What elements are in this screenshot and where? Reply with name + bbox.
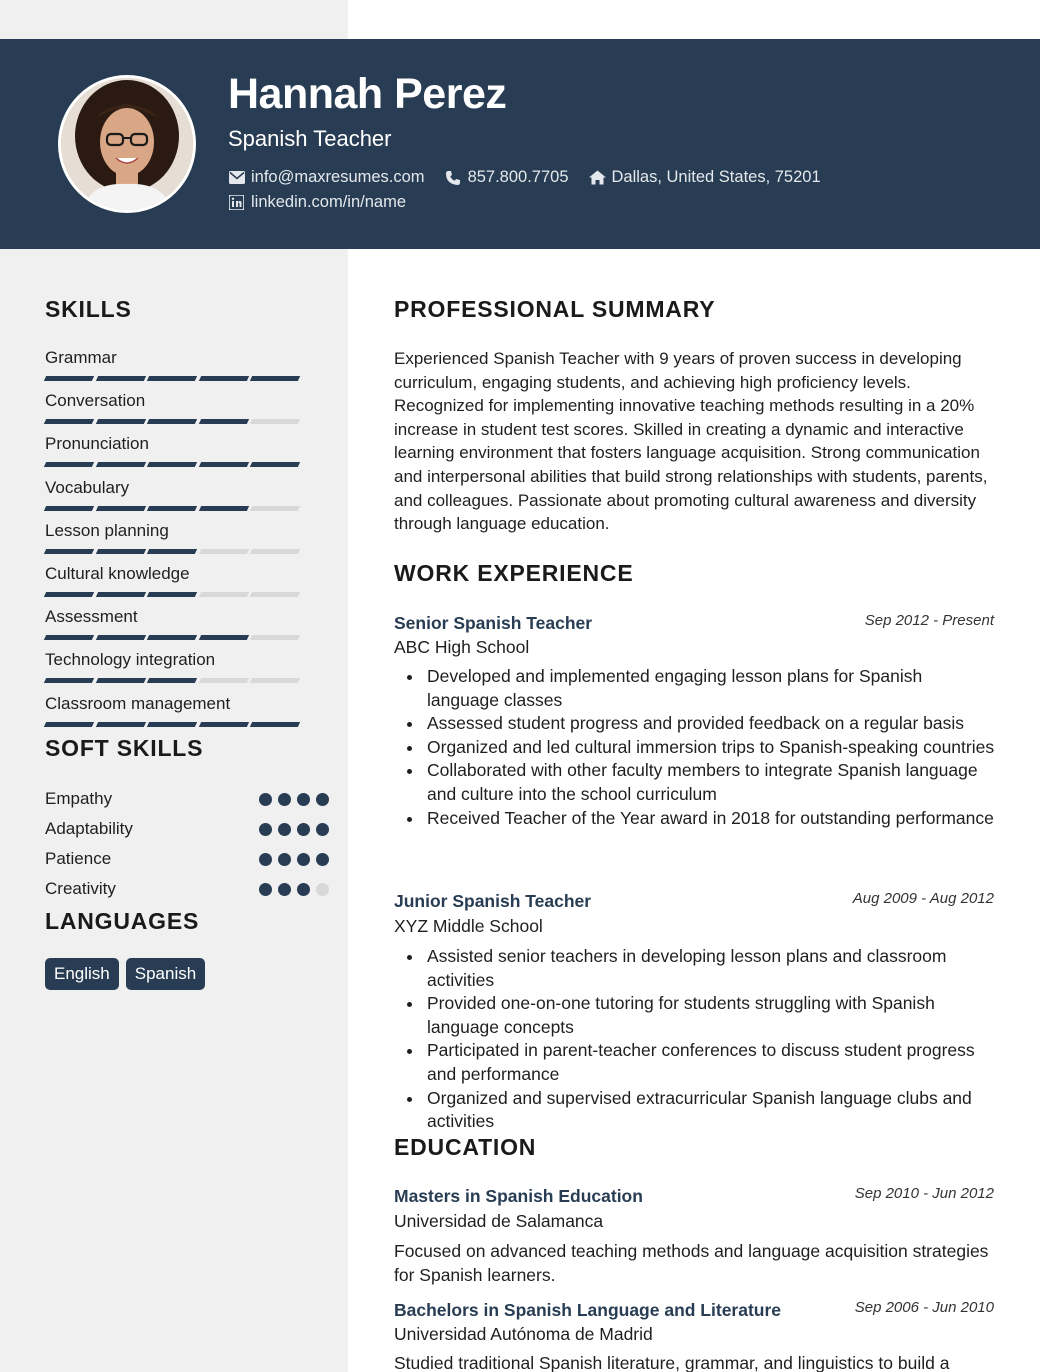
skill-level-segment	[95, 549, 145, 554]
skill-level-segment	[198, 722, 248, 727]
soft-skill-row	[45, 878, 305, 900]
skill-level-segment	[198, 462, 248, 467]
resume-header	[0, 39, 1040, 249]
degree-description: Focused on advanced teaching methods and language acquisition strategies for Spanish learners.	[394, 1241, 989, 1285]
degree-title: Bachelors in Spanish Language and Literature	[394, 1300, 782, 1320]
degree-date: Sep 2010 - Jun 2012	[854, 1185, 994, 1202]
job-bullets	[394, 945, 998, 1134]
rating-dot	[278, 883, 291, 896]
language-tag: Spanish	[126, 958, 205, 990]
rating-dot	[297, 793, 310, 806]
summary-text: Experienced Spanish Teacher with 9 years of proven success in developing curriculum, engaging students, and achieving high proficiency levels. Recognized for implementing innovative teaching methods resulting in a 20% increase in student test scores. Skilled in creating a dynamic and interactive learning environment that fosters language acquisition. Strong communication and interpersonal abilities that build strong relationships with students, parents, and colleagues. Passionate about promoting cultural awareness and diversity through language education.	[394, 349, 988, 534]
soft-skill-row	[45, 848, 305, 870]
skill-level-segment	[198, 419, 248, 424]
contact-location	[589, 168, 821, 187]
skill-name: Classroom management	[45, 693, 231, 713]
skill-level-segment	[44, 635, 94, 640]
skill-level-segment	[250, 506, 300, 511]
degree-date: Sep 2006 - Jun 2010	[854, 1299, 994, 1316]
soft-skill-row	[45, 818, 305, 840]
contact-row	[228, 168, 841, 187]
skills-heading: SKILLS	[45, 296, 132, 322]
skill-level-segment	[95, 722, 145, 727]
skill-level-segment	[147, 506, 197, 511]
skill-level-segment	[198, 592, 248, 597]
skill-row	[45, 693, 305, 727]
skill-name: Cultural knowledge	[45, 564, 190, 583]
soft-skill-row	[45, 788, 305, 810]
skill-level-segment	[250, 592, 300, 597]
skill-name: Vocabulary	[45, 477, 130, 497]
skill-name: Grammar	[45, 348, 117, 367]
contact-linkedin[interactable]	[228, 193, 406, 212]
job-bullet: Participated in parent-teacher conferences to discuss student progress and performance	[394, 1039, 998, 1086]
school-name: Universidad de Salamanca	[394, 1211, 604, 1231]
skill-name: Conversation	[45, 391, 146, 411]
skill-level-segment	[44, 549, 94, 554]
skill-level-bar	[45, 635, 305, 640]
skill-level-bar	[45, 678, 305, 683]
skill-level-segment	[44, 376, 94, 381]
skill-level-segment	[147, 592, 197, 597]
skill-level-bar	[45, 462, 305, 467]
education-heading: EDUCATION	[394, 1134, 537, 1160]
rating-dot	[316, 793, 329, 806]
skill-level-segment	[250, 419, 300, 424]
skill-level-segment	[147, 549, 197, 554]
skill-level-segment	[198, 506, 248, 511]
job-title: Senior Spanish Teacher	[394, 613, 593, 633]
email-text[interactable]: info@maxresumes.com	[251, 168, 425, 186]
skill-level-segment	[95, 462, 145, 467]
skill-level-segment	[95, 592, 145, 597]
skill-level-bar	[45, 592, 305, 597]
rating-dot	[278, 853, 291, 866]
linkedin-text[interactable]: linkedin.com/in/name	[251, 193, 406, 211]
phone-icon	[445, 169, 462, 186]
skill-level-segment	[198, 678, 248, 683]
job-bullet: Assisted senior teachers in developing lesson plans and classroom activities	[394, 945, 998, 992]
rating-dot	[316, 853, 329, 866]
skill-name: Assessment	[45, 607, 138, 627]
skill-level-segment	[44, 678, 94, 683]
skill-level-segment	[95, 506, 145, 511]
degree-title: Masters in Spanish Education	[394, 1186, 643, 1206]
rating-dot	[259, 883, 272, 896]
linkedin-icon	[228, 194, 245, 211]
skill-level-segment	[147, 722, 197, 727]
job-bullet: Assessed student progress and provided feedback on a regular basis	[394, 712, 998, 736]
rating-dot	[297, 853, 310, 866]
soft-skill-name: Creativity	[45, 879, 116, 898]
soft-skill-rating	[259, 853, 335, 866]
skill-row	[45, 433, 305, 467]
skill-row	[45, 649, 305, 683]
school-name: Universidad Autónoma de Madrid	[394, 1324, 653, 1344]
skill-level-bar	[45, 506, 305, 511]
skill-level-segment	[95, 419, 145, 424]
soft-skill-name: Patience	[45, 849, 112, 868]
skill-level-segment	[250, 549, 300, 554]
language-tag: English	[45, 958, 119, 990]
skill-level-segment	[95, 678, 145, 683]
skill-level-segment	[250, 722, 300, 727]
contact-email[interactable]	[228, 168, 425, 187]
soft-skills-heading: SOFT SKILLS	[45, 735, 204, 761]
rating-dot	[316, 883, 329, 896]
skill-level-segment	[250, 635, 300, 640]
skill-level-segment	[44, 462, 94, 467]
job-bullet: Organized and led cultural immersion trips to Spanish-speaking countries	[394, 736, 998, 760]
skill-level-bar	[45, 722, 305, 727]
job-bullet: Developed and implemented engaging lesson plans for Spanish language classes	[394, 665, 998, 712]
rating-dot	[316, 823, 329, 836]
job-bullet: Collaborated with other faculty members to integrate Spanish language and culture into the school curriculum	[394, 759, 998, 806]
rating-dot	[297, 883, 310, 896]
job-employer: ABC High School	[394, 637, 530, 657]
job-bullets	[394, 665, 998, 830]
soft-skill-name: Empathy	[45, 789, 113, 808]
skill-level-segment	[44, 592, 94, 597]
rating-dot	[259, 793, 272, 806]
skill-level-segment	[44, 722, 94, 727]
job-date: Aug 2009 - Aug 2012	[852, 890, 994, 907]
job-bullet: Organized and supervised extracurricular Spanish language clubs and activities	[394, 1087, 998, 1134]
skill-name: Lesson planning	[45, 520, 169, 540]
avatar	[58, 75, 196, 213]
skill-level-segment	[147, 376, 197, 381]
skill-row	[45, 606, 305, 640]
languages-list	[45, 958, 212, 990]
skill-row	[45, 520, 305, 554]
skill-name: Pronunciation	[45, 434, 149, 454]
skill-level-bar	[45, 376, 305, 381]
skill-level-segment	[95, 376, 145, 381]
job-date: Sep 2012 - Present	[864, 612, 994, 629]
job-bullet: Received Teacher of the Year award in 2018 for outstanding performance	[394, 807, 998, 831]
envelope-icon	[228, 169, 245, 186]
skill-level-segment	[44, 419, 94, 424]
skill-level-segment	[250, 678, 300, 683]
skill-level-segment	[250, 376, 300, 381]
phone-text[interactable]: 857.800.7705	[467, 168, 569, 186]
job-employer: XYZ Middle School	[394, 916, 543, 936]
rating-dot	[259, 823, 272, 836]
candidate-name: Hannah Perez	[228, 70, 507, 118]
skill-level-segment	[250, 462, 300, 467]
contact-phone[interactable]	[445, 168, 569, 187]
skill-row	[45, 563, 305, 597]
skill-level-segment	[198, 549, 248, 554]
skill-level-bar	[45, 549, 305, 554]
skill-level-segment	[147, 678, 197, 683]
home-icon	[589, 169, 606, 186]
skill-level-segment	[198, 376, 248, 381]
soft-skill-name: Adaptability	[45, 819, 133, 838]
soft-skill-rating	[259, 823, 335, 836]
soft-skill-rating	[259, 793, 335, 806]
skill-level-segment	[147, 462, 197, 467]
contact-row-2	[228, 193, 426, 212]
soft-skill-rating	[259, 883, 335, 896]
languages-heading: LANGUAGES	[45, 908, 200, 934]
skill-level-segment	[147, 635, 197, 640]
job-title: Junior Spanish Teacher	[394, 891, 592, 911]
candidate-title: Spanish Teacher	[228, 126, 392, 151]
skill-row	[45, 390, 305, 424]
profile-photo	[61, 78, 193, 210]
rating-dot	[297, 823, 310, 836]
rating-dot	[259, 853, 272, 866]
rating-dot	[278, 793, 291, 806]
job-bullet: Provided one-on-one tutoring for students struggling with Spanish language concepts	[394, 992, 998, 1039]
rating-dot	[278, 823, 291, 836]
skill-name: Technology integration	[45, 650, 216, 670]
skill-row	[45, 347, 305, 381]
skill-level-segment	[147, 419, 197, 424]
experience-heading: WORK EXPERIENCE	[394, 560, 634, 586]
skill-row	[45, 477, 305, 511]
skill-level-segment	[95, 635, 145, 640]
skill-level-segment	[44, 506, 94, 511]
degree-description: Studied traditional Spanish literature, grammar, and linguistics to build a	[394, 1353, 950, 1372]
skill-level-segment	[198, 635, 248, 640]
skill-level-bar	[45, 419, 305, 424]
location-text: Dallas, United States, 75201	[611, 168, 821, 186]
summary-heading: PROFESSIONAL SUMMARY	[394, 296, 716, 322]
